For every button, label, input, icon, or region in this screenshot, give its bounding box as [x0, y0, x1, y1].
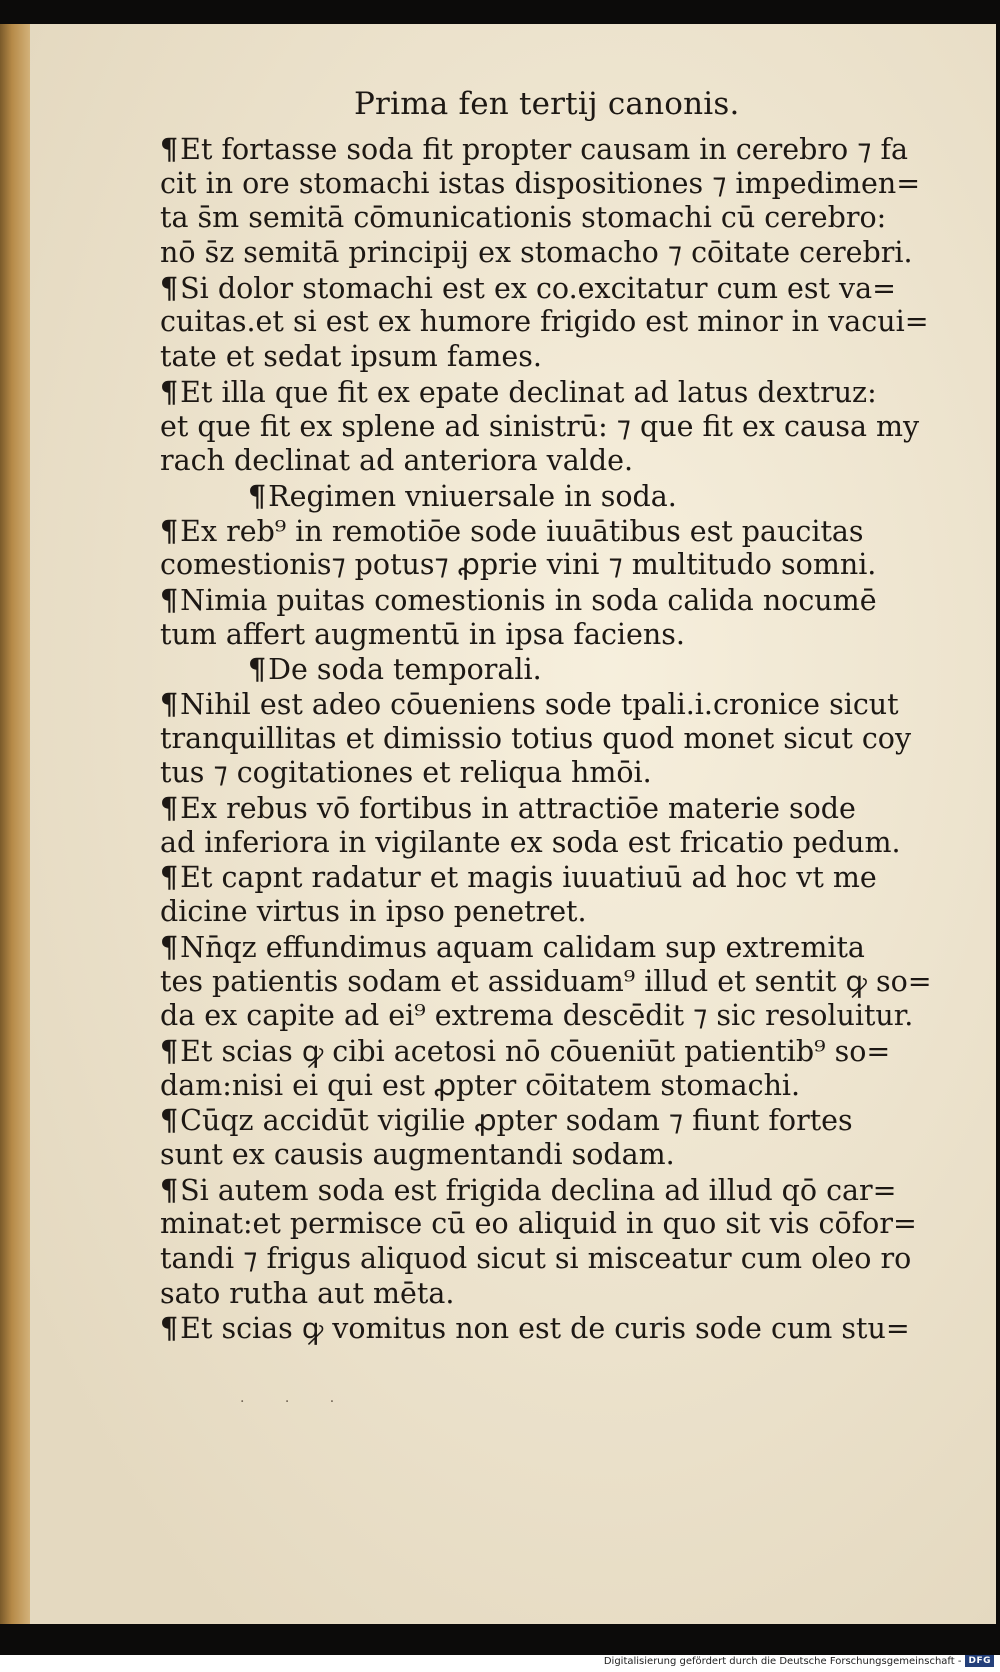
footer-credit: Digitalisierung gefördert durch die Deutsche Forschungsgemeinschaft -	[603, 1655, 962, 1667]
text-line	[160, 479, 920, 514]
pilcrow-icon: ¶	[160, 687, 179, 721]
text-line	[160, 514, 920, 549]
pilcrow-icon: ¶	[160, 582, 179, 617]
line-text: tate et sedat ipsum fames.	[160, 340, 542, 374]
line-text: Et scias ꝙ cibi acetosi nō cōueniūt patientib⁹ so=	[180, 1034, 891, 1068]
text-line	[160, 583, 920, 618]
line-text: ad inferiora in vigilante ex soda est fricatio pedum.	[160, 825, 901, 859]
pilcrow-icon: ¶	[160, 132, 179, 166]
line-text: comestionis⁊ potus⁊ ꝓprie vini ⁊ multitudo somni.	[160, 548, 877, 582]
pilcrow-icon: ¶	[160, 1172, 179, 1207]
text-line	[160, 652, 920, 687]
line-text: Si dolor stomachi est ex co.excitatur cum est va=	[180, 271, 896, 305]
text-line	[160, 860, 920, 895]
text-line	[160, 999, 920, 1034]
line-text: Et illa que fit ex epate declinat ad latus dextruz:	[180, 375, 877, 409]
pilcrow-icon: ¶	[248, 478, 267, 513]
dfg-logo-icon: DFG	[965, 1655, 994, 1667]
text-line	[160, 1242, 920, 1277]
text-line	[160, 548, 920, 583]
pilcrow-icon: ¶	[160, 1033, 179, 1068]
text-line	[160, 1138, 920, 1173]
line-text: ta s̄m semitā cōmunicationis stomachi cū cerebro:	[160, 201, 887, 235]
text-line	[160, 236, 920, 271]
line-text: da ex capite ad ei⁹ extrema descēdit ⁊ sic resoluitur.	[160, 999, 914, 1033]
line-text: dicine virtus in ipso penetret.	[160, 895, 587, 929]
text-line	[160, 1069, 920, 1104]
pilcrow-icon: ¶	[160, 860, 179, 895]
text-line	[160, 340, 920, 375]
line-text: Nihil est adeo cōueniens sode tpali.i.cronice sicut	[180, 688, 899, 721]
line-text: Et scias ꝙ vomitus non est de curis sode cum stu=	[180, 1312, 910, 1346]
text-line	[160, 410, 920, 445]
text-line	[160, 826, 920, 861]
line-text: Cūqz accidūt vigilie ꝓpter sodam ⁊ fiunt fortes	[180, 1104, 853, 1138]
text-line	[160, 1311, 920, 1346]
line-text: Regimen vniuersale in soda.	[268, 479, 677, 513]
line-text: Ex rebus vō fortibus in attractiōe materie sode	[180, 792, 856, 826]
pilcrow-icon: ¶	[160, 1103, 179, 1138]
text-line	[160, 201, 920, 236]
line-text: Nimia puitas comestionis in soda calida nocumē	[180, 583, 877, 617]
pilcrow-icon: ¶	[248, 652, 267, 687]
line-text: cit in ore stomachi istas dispositiones ⁊ impedimen=	[160, 166, 921, 200]
text-line	[160, 444, 920, 479]
line-text: minat:et permisce cū eo aliquid in quo sit vis cōfor=	[160, 1207, 917, 1241]
line-text: tes patientis sodam et assiduam⁹ illud et sentit ꝙ so=	[160, 964, 932, 998]
line-text: et que fit ex splene ad sinistrū: ⁊ que fit ex causa my	[160, 409, 920, 443]
line-text: De soda temporali.	[268, 653, 542, 687]
text-line	[160, 132, 920, 167]
pilcrow-icon: ¶	[160, 791, 179, 826]
pilcrow-icon: ¶	[160, 270, 179, 305]
pilcrow-icon: ¶	[160, 374, 179, 409]
text-line	[160, 271, 920, 306]
text-line	[160, 375, 920, 410]
line-text: tranquillitas et dimissio totius quod monet sicut coy	[160, 721, 912, 755]
text-line	[160, 722, 920, 757]
text-line	[160, 1173, 920, 1208]
line-text: sunt ex causis augmentandi sodam.	[160, 1137, 675, 1171]
text-line	[160, 964, 932, 1000]
book-spine-edge	[0, 24, 30, 1624]
digitization-footer	[604, 1655, 994, 1667]
line-text: dam:nisi ei qui est ꝓpter cōitatem stomachi.	[160, 1068, 801, 1102]
line-text: tandi ⁊ frigus aliquod sicut si misceatur cum oleo ro	[160, 1242, 912, 1275]
line-text: Nn̄qz effundimus aquam calidam sup extremita	[180, 930, 865, 964]
line-text: Si autem soda est frigida declina ad illud qō car=	[180, 1173, 897, 1207]
text-line	[160, 618, 920, 653]
scan-bottom-margin	[0, 1624, 1000, 1655]
text-line	[160, 687, 920, 722]
line-text: sato rutha aut mēta.	[160, 1276, 455, 1310]
line-text: Et capnt radatur et magis iuuatiuū ad hoc vt me	[180, 861, 877, 895]
pilcrow-icon: ¶	[160, 513, 179, 548]
text-line	[160, 167, 920, 202]
line-text: rach declinat ad anteriora valde.	[160, 444, 634, 478]
text-line	[160, 895, 920, 930]
line-text: Et fortasse soda fit propter causam in cerebro ⁊ fa	[180, 133, 908, 166]
text-line	[160, 1034, 920, 1069]
line-text: Ex reb⁹ in remotiōe sode iuuātibus est paucitas	[180, 514, 864, 548]
stray-ink-marks: · · ·	[240, 1394, 353, 1410]
line-text: nō s̄z semitā principij ex stomacho ⁊ cōitate cerebri.	[160, 236, 913, 270]
line-text: cuitas.et si est ex humore frigido est minor in vacui=	[160, 305, 929, 339]
text-line	[160, 1277, 920, 1312]
running-head: Prima fen tertij canonis.	[354, 86, 740, 122]
line-text: tum affert augmentū in ipsa faciens.	[160, 617, 685, 651]
text-line	[160, 1207, 920, 1242]
text-line	[160, 791, 920, 826]
text-line	[160, 756, 920, 791]
line-text: tus ⁊ cogitationes et reliqua hmōi.	[160, 756, 652, 790]
text-line	[160, 1103, 920, 1138]
pilcrow-icon: ¶	[160, 929, 179, 964]
text-line	[160, 930, 920, 965]
main-text-block	[160, 132, 932, 1346]
pilcrow-icon: ¶	[160, 1311, 179, 1346]
text-line	[160, 305, 929, 340]
